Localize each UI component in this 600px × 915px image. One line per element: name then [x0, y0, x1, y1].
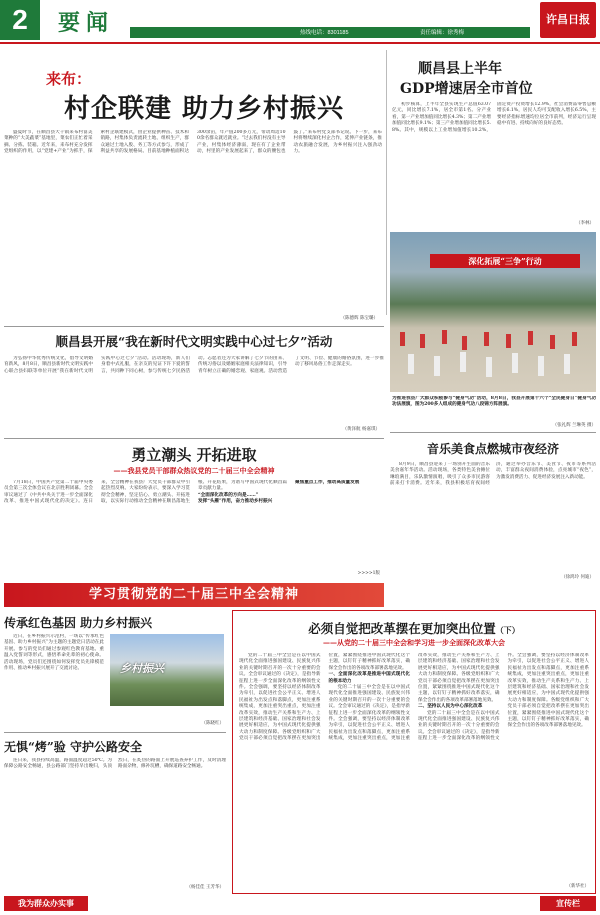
- article-credit: （杨佳佳 王芳华）: [186, 885, 224, 890]
- article-credit: （陈德辉 陈宝璐）: [340, 316, 378, 321]
- continued-link[interactable]: >>>>1版: [357, 571, 380, 576]
- article-body: 连日来，我县持续高温，路面温度超过50℃。为保障公路安全畅通，县公路部门坚持早出晚归，头顶烈日，在炙热的路面上开展巡查养护工作，及时清理路面杂物，修补坑槽，确保道路安全畅通。: [4, 758, 226, 770]
- article-reform-box: [232, 610, 596, 894]
- article-headline: 音乐美食点燃城市夜经济: [426, 442, 559, 456]
- page-number: 2: [0, 0, 40, 40]
- article-headline: 村企联建 助力乡村振兴: [64, 94, 345, 124]
- divider: [4, 326, 384, 327]
- article-plenum: [4, 440, 384, 580]
- article-credit: （黄泽航 杨嘉琪）: [342, 427, 380, 432]
- rural-photo: [110, 634, 224, 706]
- article-subtitle: ——从党的二十届三中全会和学习进一步全面深化改革大会: [323, 638, 505, 647]
- article-credit: （李林）: [576, 221, 594, 226]
- article-gdp: [392, 50, 596, 230]
- divider: [4, 732, 226, 733]
- article-credit: （徐鸿玲 何迪）: [561, 575, 594, 580]
- article-body: 8月9日，顺昌县迎来了一场别开生面的音乐美食嘉年华活动。活动现场，各类特色美食摊位琳琅满目，乐队激情演唱，吸引了众多市民游客前来打卡消费。近年来，我县积极培育夜间经济，通过举办音乐节、美食节、夜市等系列活动，丰富群众夜间消费体验，点亮城市“夜色”，为激发消费活力、促进经济发展注入新动能。: [390, 462, 596, 487]
- section-name: 要闻: [58, 10, 115, 36]
- article-headline: 勇立潮头 开拓进取: [131, 446, 257, 464]
- article-kicker: 来布：: [46, 70, 92, 88]
- editor-line: 责任编辑：徐秀梅: [420, 30, 465, 36]
- column-divider: [386, 50, 387, 315]
- article-headline-2: GDP增速居全市首位: [400, 81, 533, 97]
- article-credit: （陈晓红）: [201, 721, 224, 726]
- article-headline: 传承红色基因 助力乡村振兴: [4, 616, 153, 630]
- article-credit: （新华社）: [566, 884, 589, 889]
- masthead: [0, 0, 600, 40]
- article-subhead: 一、全面深化改革是推进中国式现代化的根本动力: [328, 672, 410, 684]
- column-tag: 我为群众办实事: [4, 896, 88, 911]
- photo-banner: 深化拓展“三争”行动: [430, 254, 580, 268]
- article-village-enterprise: [4, 50, 382, 325]
- article-subhead: 聚焦重点工作，推动高质量发展: [295, 480, 360, 485]
- article-body: 近日，在乡村振兴示范村，一场以“传承红色基因、助力乡村振兴”为主题的主题党日活动在此开展。参与的党员们通过参观红色教育基地、重温入党誓词等形式，感悟革命先辈的初心使命。活动现场，党员们还围绕如何发挥党员先锋模范作用、推动乡村振兴展开了交流讨论。: [4, 634, 104, 672]
- article-subhead: “全面深化改革的方向是……”: [198, 492, 259, 498]
- article-body: 7月18日，中国共产党第二十届中央委员会第三次全体会议在北京胜利闭幕。全会审议通过了《中共中央关于进一步全面深化改革、推进中国式现代化的决定》。连日来，全会精神在我县广大党员干部群众中引起热烈反响。大家纷纷表示，要深入学习贯彻全会精神，坚定信心、勇立潮头、开拓进取，以实际行动推动全会精神在顺昌落地生根、开花结果，为谱写中国式现代化顺昌篇章贡献力量。 “全面深化改革的方向是……” 发挥“头雁”作用，奋力推动乡村振兴 聚焦重点工作，推动高质量发展: [4, 480, 384, 576]
- performers-illustration: [390, 312, 596, 392]
- article-headline: 无惧“烤”验 守护公路安全: [4, 740, 142, 754]
- article-body: 盛夏时节，在顺昌县大干镇来布村富美菜种的“大美蔬菜”基地里，菜农们正忙着采摘、分拣、装箱。近年来，来布村充分发挥党组织的作用，以“党建+产业”为抓手，探索村企联建模式，由企业提供种苗、技术和销路，村集体负责流转土地、组织生产，群众通过土地入股、务工等方式参与，形成了利益共享的发展格局。目前基地种植面积达300余亩，年产值200多万元，带动周边100余名群众就近就业。“过去我们村没有主导产业，村集体经济薄弱，现在有了企业带动，村里的产业发展起来了，群众的腰包也鼓了。”来布村党支部书记说。下一步，来布村将继续深化村企合作，延伸产业链条，推动农旅融合发展，为乡村振兴注入强劲动力。: [4, 130, 382, 155]
- article-night-economy: [390, 434, 596, 584]
- article-subtitle: ——我县党员干部群众热议党的二十届三中全会精神: [113, 466, 275, 475]
- article-body: 党的二十届三中全会是在以中国式现代化全面推进强国建设、民族复兴伟业的关键时期召开的一次十分重要的会议。全会审议通过的《决定》，是指导新征程上进一步全面深化改革的纲领性文件。全会强调，要坚持以经济体制改革为牵引，以促进社会公平正义、增进人民福祉为出发点和落脚点，更加注重系统集成，更加注重突出重点，更加注重改革实效，推动生产关系和生产力、上层建筑和经济基础、国家治理和社会发展更好相适应，为中国式现代化提供强大动力和制度保障。各级党组织和广大党员干部必须自觉把改革摆在更加突出位置，紧紧围绕推进中国式现代化这个主题，以钉钉子精神抓好改革落实，确保全会作出的各项改革部署落地见效。 一、全面深化改革是推进中国式现代化的根本动力 党的二十届三中全会是在以中国式现代化全面推进强国建设、民族复兴伟业的关键时期召开的一次十分重要的会议。全会审议通过的《决定》，是指导新征程上进一步全面深化改革的纲领性文件。全会强调，要坚持以经济体制改革为牵引，以促进社会公平正义、增进人民福祉为出发点和落脚点，更加注重系统集成，更加注重突出重点，更加注重改革实效，推动生产关系和生产力、上层建筑和经济基础、国家治理和社会发展更好相适应，为中国式现代化提供强大动力和制度保障。各级党组织和广大党员干部必须自觉把改革摆在更加突出位置，紧紧围绕推进中国式现代化这个主题，以钉钉子精神抓好改革落实，确保全会作出的各项改革部署落地见效。 二、坚持以人民为中心深化改革 党的二十届三中全会是在以中国式现代化全面推进强国建设、民族复兴伟业的关键时期召开的一次十分重要的会议。全会审议通过的《决定》，是指导新征程上进一步全面深化改革的纲领性文件。全会强调，要坚持以经济体制改革为牵引，以促进社会公平正义、增进人民福祉为出发点和落脚点，更加注重系统集成，更加注重突出重点，更加注重改革实效，推动生产关系和生产力、上层建筑和经济基础、国家治理和社会发展更好相适应，为中国式现代化提供强大动力和制度保障。各级党组织和广大党员干部必须自觉把改革摆在更加突出位置，紧紧围绕推进中国式现代化这个主题，以钉钉子精神抓好改革落实，确保全会作出的各项改革部署落地见效。: [239, 653, 589, 742]
- hotline: 热线电话：8301185: [300, 30, 349, 36]
- photo-sign: 乡村振兴: [120, 662, 164, 675]
- fitness-photo: [390, 232, 596, 392]
- article-headline: 必须自觉把改革摆在更加突出位置（下）: [308, 621, 520, 636]
- article-headline: 顺昌县上半年: [418, 61, 502, 77]
- divider: [390, 432, 596, 433]
- newspaper-logo: 许昌日报: [540, 2, 596, 38]
- divider: [4, 438, 384, 439]
- article-subhead: 发挥“头雁”作用，奋力推动乡村振兴: [198, 499, 273, 505]
- section-banner: 学习贯彻党的二十届三中全会精神: [4, 583, 384, 607]
- article-body: 为弘扬中华优秀传统文化，倡导文明婚育新风，8月8日，顺昌县新时代文明实践中心联合县妇联等单位开展“我在新时代文明实践中心过七夕”活动。活动现场，新人们身着中式礼服，在亲友的见证下许下爱的誓言，共同种下同心树，参与传统七夕民俗活动。志愿者还为大家讲解了七夕节的由来、传统习俗以及婚姻家庭相关法律知识，引导青年树立正确的婚恋观、家庭观。活动营造了文明、节俭、健康的婚俗氛围，进一步推动了移风易俗工作走深走实。: [4, 356, 384, 374]
- article-headline: 顺昌县开展“我在新时代文明实践中心过七夕”活动: [55, 334, 333, 349]
- article-body: 初步核算，上半年全县实现生产总值63.07亿元，同比增长7.1%，居全市第1名。分产业看，第一产业增加值同比增长4.3%；第二产业增加值同比增长9.1%；第三产业增加值同比增长5.8%。其中，规模以上工业增加值增长10.2%，固定资产投资增长12.9%，社会消费品零售总额增长6.1%，居民人均可支配收入增长6.5%，主要经济指标增速均位居全市前列，经济运行呈现稳中有进、持续向好的良好态势。: [392, 102, 596, 133]
- column-tag-right: 宣传栏: [540, 896, 596, 911]
- masthead-rule: [0, 42, 600, 44]
- article-red-gene: [4, 612, 226, 730]
- article-qixi: [4, 328, 384, 436]
- article-road-safety: [4, 734, 226, 894]
- article-subhead: 二、坚持以人民为中心深化改革: [418, 704, 483, 710]
- photo-credit: （张礼辉 兰琳英 摄）: [552, 423, 596, 428]
- photo-caption: 为推进我县广大群众积极参与“健身气功”活动，8月8日，我县开展第十六个“全民健身日”健身气功功法展演，图为200多人组成的健身气功八段锦方阵展演。: [392, 396, 596, 408]
